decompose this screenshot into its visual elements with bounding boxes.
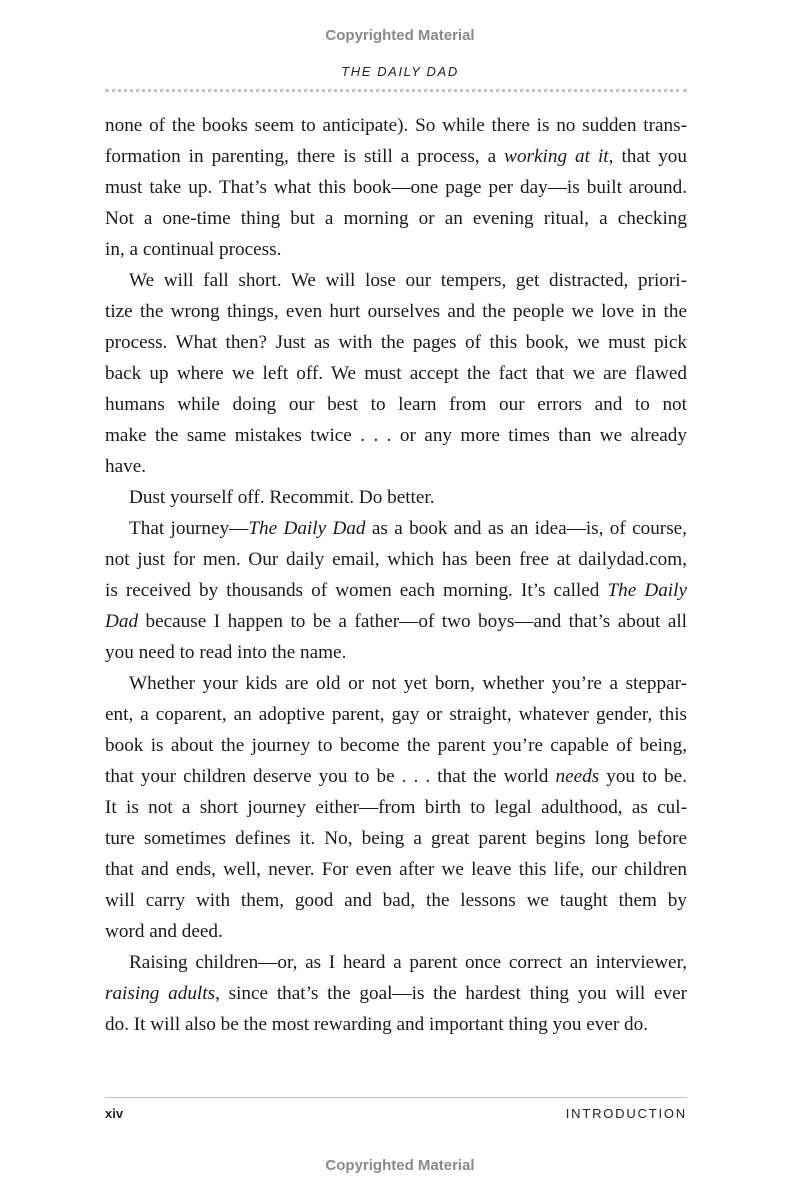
paragraph [105, 482, 687, 513]
text-run: book is about the journey to become the parent you’re capable of being, [105, 735, 687, 756]
paragraph [105, 513, 687, 668]
text-run: because I happen to be a father—of two boys—and that’s about all [138, 611, 687, 632]
text-line [105, 606, 687, 637]
paragraph [105, 668, 687, 947]
text-run: It is not a short journey either—from birth to legal adulthood, as cul- [105, 797, 687, 818]
text-line [105, 203, 687, 234]
text-run: do. It will also be the most rewarding and important thing you ever do. [105, 1014, 649, 1035]
text-line [105, 730, 687, 761]
text-line [105, 420, 687, 451]
text-run: is received by thousands of women each morning. It’s called [105, 580, 608, 601]
text-run: Not a one-time thing but a morning or an evening ritual, a checking [105, 208, 687, 229]
text-line [105, 265, 687, 296]
text-run: as a book and as an idea—is, of course, [365, 518, 687, 539]
text-run: ent, a coparent, an adoptive parent, gay or straight, whatever gender, this [105, 704, 687, 725]
italic-text: Dad [105, 611, 139, 632]
text-line [105, 1009, 687, 1040]
text-line [105, 172, 687, 203]
footer-rule [105, 1097, 687, 1098]
text-line [105, 110, 687, 141]
copyright-watermark-bottom: Copyrighted Material [325, 1157, 475, 1174]
text-line [105, 668, 687, 699]
text-line [105, 482, 687, 513]
paragraph [105, 265, 687, 482]
text-run: not just for men. Our daily email, which has been free at dailydad.com, [105, 549, 687, 570]
text-line [105, 978, 687, 1009]
text-run: Raising children—or, as I heard a parent once correct an interviewer, [129, 952, 687, 973]
text-line [105, 451, 687, 482]
text-run: that and ends, well, never. For even after we leave this life, our children [105, 859, 687, 880]
text-line [105, 575, 687, 606]
page-number: xiv [105, 1106, 124, 1121]
text-line [105, 327, 687, 358]
text-line [105, 296, 687, 327]
text-line [105, 141, 687, 172]
text-run: process. What then? Just as with the pages of this book, we must pick [105, 332, 687, 353]
text-run: make the same mistakes twice . . . or any more times than we already [105, 425, 687, 446]
text-line [105, 637, 687, 668]
text-line [105, 885, 687, 916]
text-line [105, 823, 687, 854]
text-run: back up where we left off. We must accept the fact that we are flawed [105, 363, 687, 384]
copyright-watermark-top: Copyrighted Material [325, 27, 475, 44]
text-run: in, a continual process. [105, 239, 282, 260]
text-line [105, 854, 687, 885]
text-run: We will fall short. We will lose our tempers, get distracted, priori- [129, 270, 687, 291]
paragraph [105, 110, 687, 265]
text-run: that your children deserve you to be . . . that the world [105, 766, 556, 787]
text-run: Dust yourself off. Recommit. Do better. [129, 487, 435, 508]
text-line [105, 761, 687, 792]
text-run: must take up. That’s what this book—one page per day—is built around. [105, 177, 687, 198]
italic-text: needs [555, 766, 600, 787]
text-line [105, 699, 687, 730]
text-line [105, 513, 687, 544]
text-run: That journey— [129, 518, 249, 539]
text-run: Whether your kids are old or not yet born, whether you’re a steppar- [129, 673, 687, 694]
italic-text: working at it [504, 146, 609, 167]
section-name: INTRODUCTION [565, 1106, 687, 1121]
text-run: you need to read into the name. [105, 642, 347, 663]
text-run: humans while doing our best to learn from our errors and to not [105, 394, 687, 415]
text-run: have. [105, 456, 147, 477]
text-run: will carry with them, good and bad, the lessons we taught them by [105, 890, 687, 911]
body-text [105, 110, 687, 1040]
header-dotted-rule [105, 89, 687, 92]
text-run: you to be. [599, 766, 687, 787]
text-line [105, 234, 687, 265]
text-run: formation in parenting, there is still a process, a [105, 146, 505, 167]
text-run: ture sometimes defines it. No, being a great parent begins long before [105, 828, 687, 849]
text-line [105, 916, 687, 947]
running-head: THE DAILY DAD [341, 64, 459, 79]
text-run: tize the wrong things, even hurt ourselves and the people we love in the [105, 301, 687, 322]
text-line [105, 792, 687, 823]
text-run: , that you [608, 146, 687, 167]
italic-text: The Daily [607, 580, 687, 601]
text-line [105, 947, 687, 978]
italic-text: raising adults [105, 983, 216, 1004]
text-line [105, 389, 687, 420]
text-run: none of the books seem to anticipate). So while there is no sudden trans- [105, 115, 687, 136]
paragraph [105, 947, 687, 1040]
text-line [105, 358, 687, 389]
text-run: , since that’s the goal—is the hardest thing you will ever [215, 983, 687, 1004]
text-line [105, 544, 687, 575]
italic-text: The Daily Dad [248, 518, 366, 539]
text-run: word and deed. [105, 921, 223, 942]
